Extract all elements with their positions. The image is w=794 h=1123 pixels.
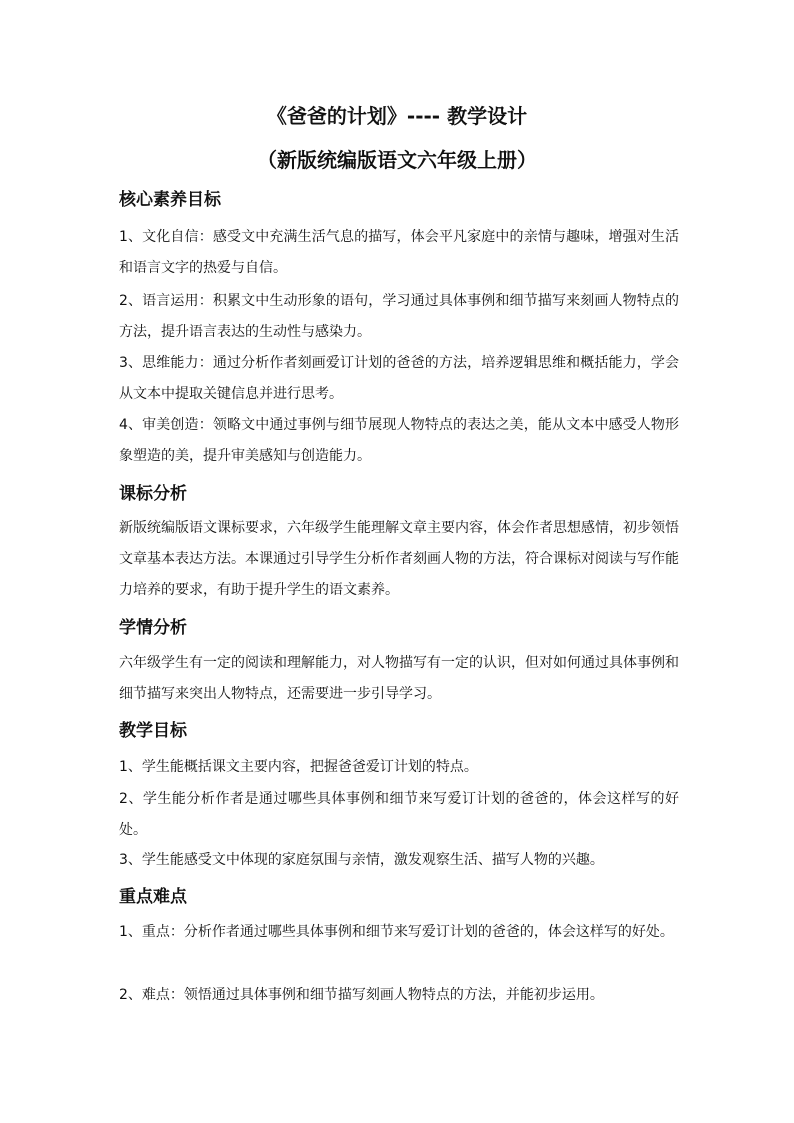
- section-heading-student-analysis: 学情分析: [119, 618, 187, 638]
- section-heading-core-literacy: 核心素养目标: [119, 190, 221, 210]
- document-title: 《爸爸的计划》---- 教学设计: [266, 104, 528, 128]
- document-subtitle: （新版统编版语文六年级上册）: [257, 148, 537, 172]
- section-heading-key-points: 重点难点: [119, 887, 187, 907]
- core-literacy-item-3: 3、思维能力：通过分析作者刻画爱订计划的爸爸的方法，培养逻辑思维和概括能力，学会从文本中提取关键信息并进行思考。: [119, 355, 679, 402]
- teaching-goal-3: 3、学生能感受文中体现的家庭氛围与亲情，激发观察生活、描写人物的兴趣。: [119, 852, 604, 868]
- teaching-goal-1: 1、学生能概括课文主要内容，把握爸爸爱订计划的特点。: [119, 759, 478, 775]
- section-heading-curriculum-analysis: 课标分析: [119, 484, 187, 504]
- core-literacy-item-2: 2、语言运用：积累文中生动形象的语句，学习通过具体事例和细节描写来刻画人物特点的方法，提升语言表达的生动性与感染力。: [119, 293, 679, 340]
- student-analysis-text: 六年级学生有一定的阅读和理解能力，对人物描写有一定的认识，但对如何通过具体事例和细节描写来突出人物特点，还需要进一步引导学习。: [119, 655, 679, 702]
- core-literacy-item-4: 4、审美创造：领略文中通过事例与细节展现人物特点的表达之美，能从文本中感受人物形象塑造的美，提升审美感知与创造能力。: [119, 417, 679, 464]
- core-literacy-item-1: 1、文化自信：感受文中充满生活气息的描写，体会平凡家庭中的亲情与趣味，增强对生活和语言文字的热爱与自信。: [119, 229, 679, 276]
- curriculum-analysis-text: 新版统编版语文课标要求，六年级学生能理解文章主要内容，体会作者思想感情，初步领悟文章基本表达方法。本课通过引导学生分析作者刻画人物的方法，符合课标对阅读与写作能力培养的要求，有助于提升学生的语文素养。: [119, 520, 679, 598]
- teaching-goal-2: 2、学生能分析作者是通过哪些具体事例和细节来写爱订计划的爸爸的，体会这样写的好处。: [119, 791, 679, 838]
- section-heading-teaching-goals: 教学目标: [119, 721, 187, 741]
- key-point-item: 1、重点：分析作者通过哪些具体事例和细节来写爱订计划的爸爸的，体会这样写的好处。: [119, 924, 674, 940]
- difficult-point-item: 2、难点：领悟通过具体事例和细节描写刻画人物特点的方法，并能初步运用。: [119, 987, 604, 1003]
